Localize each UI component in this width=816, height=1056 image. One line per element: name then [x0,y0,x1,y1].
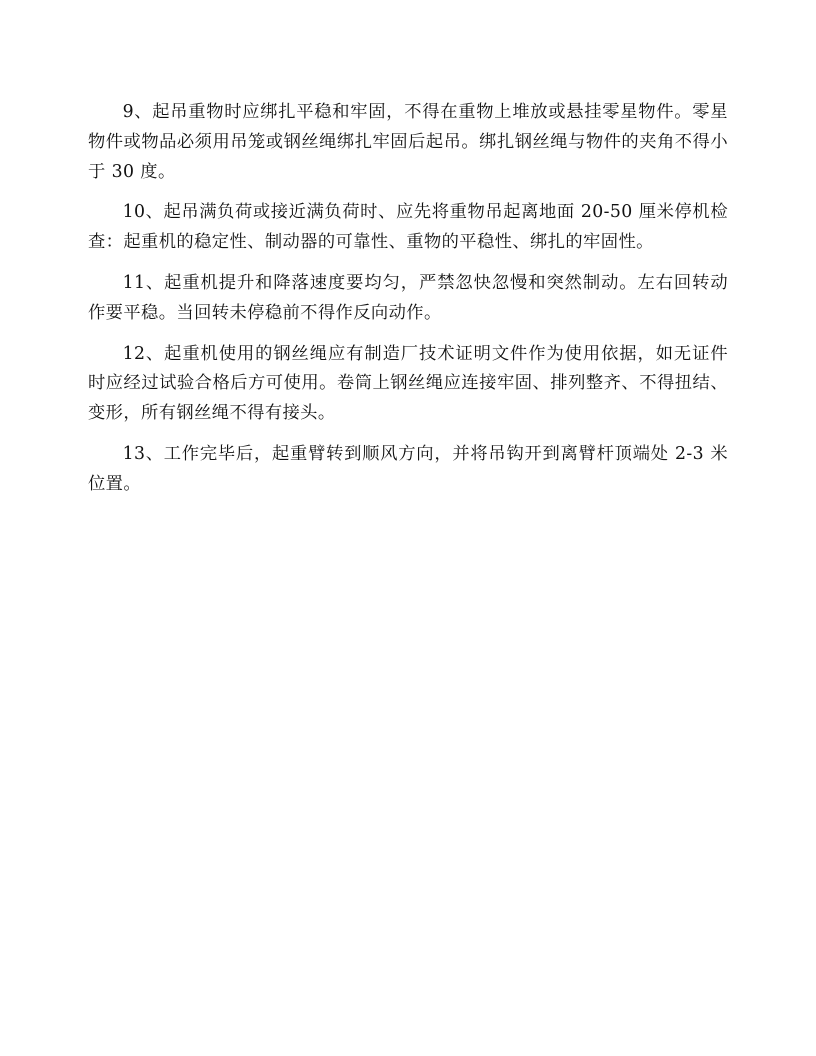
paragraph-item-9: 9、起吊重物时应绑扎平稳和牢固，不得在重物上堆放或悬挂零星物件。零星物件或物品必须用吊笼或钢丝绳绑扎牢固后起吊。绑扎钢丝绳与物件的夹角不得小于 30 度。 [88,102,728,182]
paragraph-item-11: 11、起重机提升和降落速度要均匀，严禁忽快忽慢和突然制动。左右回转动作要平稳。当回转未停稳前不得作反向动作。 [88,272,728,323]
paragraph-item-10: 10、起吊满负荷或接近满负荷时、应先将重物吊起离地面 20-50 厘米停机检查：起重机的稳定性、制动器的可靠性、重物的平稳性、绑扎的牢固性。 [88,202,728,253]
paragraph-item-12: 12、起重机使用的钢丝绳应有制造厂技术证明文件作为使用依据，如无证件时应经过试验合格后方可使用。卷筒上钢丝绳应连接牢固、排列整齐、不得扭结、变形，所有钢丝绳不得有接头。 [88,343,728,424]
paragraph-item-13: 13、工作完毕后，起重臂转到顺风方向，并将吊钩开到离臂杆顶端处 2-3 米位置。 [88,443,728,494]
document-body [88,98,728,511]
